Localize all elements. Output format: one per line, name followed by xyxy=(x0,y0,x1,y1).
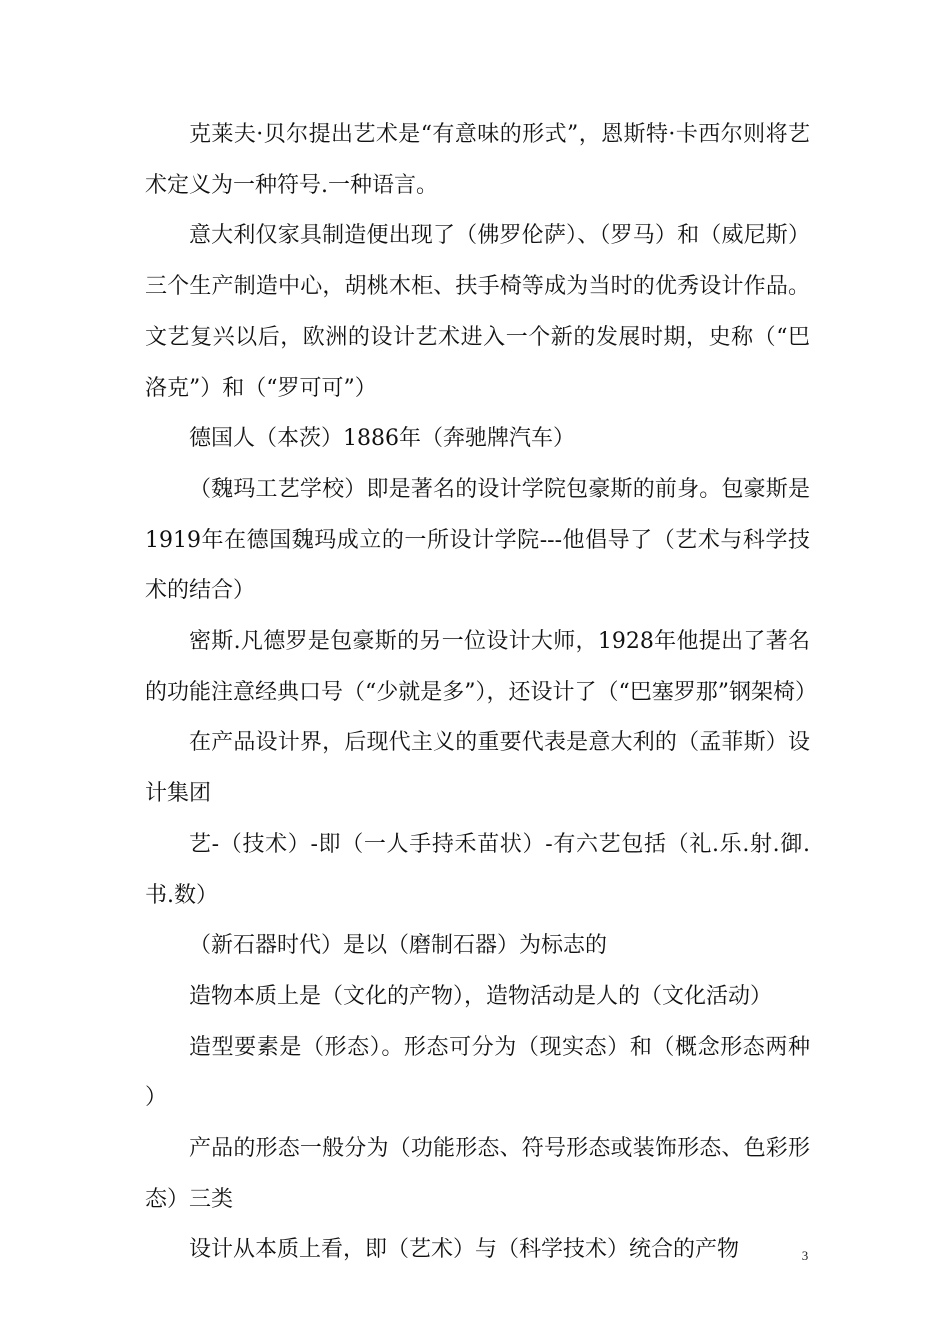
paragraph-art-definition: 克莱夫·贝尔提出艺术是“有意味的形式”，恩斯特·卡西尔则将艺术定义为一种符号.一种语言。 xyxy=(145,122,810,198)
paragraph-bauhaus: （魏玛工艺学校）即是著名的设计学院包豪斯的前身。包豪斯是1919年在德国魏玛成立的一所设计学院---他倡导了（艺术与科学技术的结合） xyxy=(145,476,810,604)
paragraph-benz: 德国人（本茨）1886年（奔驰牌汽车） xyxy=(189,426,575,452)
paragraph-neolithic: （新石器时代）是以（磨制石器）为标志的 xyxy=(189,933,608,959)
paragraph-six-arts: 艺-（技术）-即（一人手持禾苗状）-有六艺包括（礼.乐.射.御.书.数） xyxy=(145,831,810,908)
paragraph-form-elements: 造型要素是（形态）。形态可分为（现实态）和（概念形态两种 ） xyxy=(145,1034,810,1111)
paragraph-product-forms: 产品的形态一般分为（功能形态、符号形态或装饰形态、色彩形态）三类 xyxy=(145,1136,810,1212)
page-number: 3 xyxy=(801,1248,809,1263)
document-body xyxy=(145,110,817,1276)
paragraph-memphis: 在产品设计界，后现代主义的重要代表是意大利的（孟菲斯）设计集团 xyxy=(145,730,810,807)
paragraph-design-essence: 设计从本质上看，即（艺术）与（科学技术）统合的产物 xyxy=(189,1237,740,1263)
paragraph-creation-culture: 造物本质上是（文化的产物），造物活动是人的（文化活动） xyxy=(189,983,773,1009)
paragraph-mies: 密斯.凡德罗是包豪斯的另一位设计大师，1928年他提出了著名的功能注意经典口号（“少就是多”），还设计了（“巴塞罗那”钢架椅） xyxy=(145,629,817,705)
paragraph-italian-furniture: 意大利仅家具制造便出现了（佛罗伦萨）、（罗马）和（威尼斯）三个生产制造中心，胡桃木柜、扶手椅等成为当时的优秀设计作品。文艺复兴以后，欧洲的设计艺术进入一个新的发展时期，史称（“巴洛克”）和（“罗可可”） xyxy=(145,223,810,401)
